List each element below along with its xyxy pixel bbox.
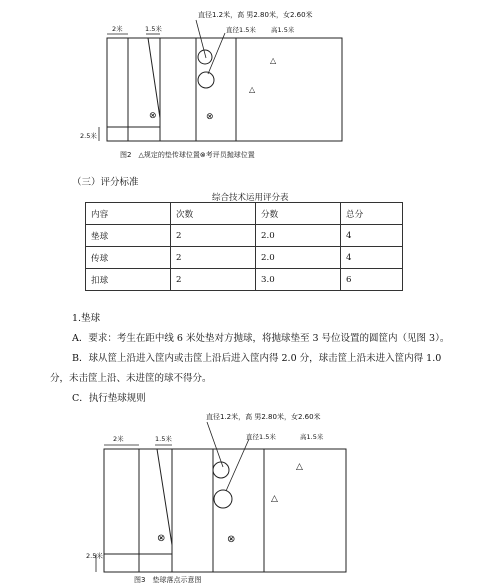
table-row <box>86 269 403 291</box>
hoop-circle <box>213 462 229 478</box>
dimension-label-1-5m: 1.5米 <box>145 25 162 33</box>
figure-3-caption: 图3 垫球落点示意图 <box>134 576 202 583</box>
table-header-cell: 分数 <box>256 203 341 225</box>
table-cell: 垫球 <box>86 225 171 247</box>
court-outline <box>107 38 342 141</box>
figure-2-caption: 图2 △规定的垫传球位置⊗考评员抛球位置 <box>120 151 255 159</box>
position-marker: △ <box>249 85 256 94</box>
table-cell: 2 <box>171 269 256 291</box>
dimension-label-1-5m: 1.5米 <box>155 435 172 443</box>
section-heading: （三）评分标准 <box>72 177 139 188</box>
subheading-dig: 1.垫球 <box>72 313 101 324</box>
table-header-cell: 次数 <box>171 203 256 225</box>
paragraph-b-line1: B．球从筐上沿进入筐内或击筐上沿后进入筐内得 2.0 分，球击筐上沿未进入筐内得 1.0 <box>72 353 442 364</box>
table-cell: 3.0 <box>256 269 341 291</box>
landing-marker: △ <box>296 462 303 472</box>
paragraph-c: C．执行垫球规则 <box>72 393 146 404</box>
table-cell: 4 <box>341 225 403 247</box>
diagram-line <box>196 20 206 58</box>
figure-2-court-diagram <box>0 0 500 165</box>
table-header-cell: 内容 <box>86 203 171 225</box>
tosser-marker: ⊗ <box>227 534 236 545</box>
dimension-label-2-5m: 2.5米 <box>80 132 97 140</box>
table-cell: 2 <box>171 247 256 269</box>
table-header-row <box>86 203 403 225</box>
table-cell: 4 <box>341 247 403 269</box>
dimension-label-2m: 2米 <box>113 435 124 443</box>
hoop-circle <box>198 72 214 88</box>
position-marker: △ <box>270 56 277 65</box>
scoring-table <box>85 202 403 291</box>
table-cell: 6 <box>341 269 403 291</box>
table-header-cell: 总分 <box>341 203 403 225</box>
table-cell: 传球 <box>86 247 171 269</box>
diagram-line <box>226 439 249 491</box>
table-cell: 扣球 <box>86 269 171 291</box>
diagram-line <box>148 38 160 118</box>
dimension-label-2m: 2米 <box>112 25 123 33</box>
table-row <box>86 247 403 269</box>
diameter-note: 直径1.5米 <box>226 26 256 34</box>
diameter-note: 直径1.5米 <box>246 433 276 441</box>
dimension-label-2-5m: 2.5米 <box>86 552 103 560</box>
hoop-circle <box>214 490 232 508</box>
tosser-marker: ⊗ <box>157 533 166 544</box>
landing-marker: △ <box>271 494 278 504</box>
table-row <box>86 225 403 247</box>
diagram-line <box>207 422 223 467</box>
tosser-marker: ⊗ <box>149 111 157 121</box>
paragraph-a: A．要求：考生在距中线 6 米处垫对方抛球，将抛球垫至 3 号位设置的圆筐内（见图 3）。 <box>72 333 450 344</box>
tosser-marker: ⊗ <box>206 112 214 122</box>
height-note: 高1.5米 <box>271 26 295 34</box>
table-cell: 2 <box>171 225 256 247</box>
table-cell: 2.0 <box>256 247 341 269</box>
paragraph-b-line2: 分，未击筐上沿、未进筐的球不得分。 <box>50 373 212 384</box>
height-note: 高1.5米 <box>300 433 324 441</box>
figure-3-court-diagram <box>0 405 500 583</box>
hoop-size-note: 直径1.2米，高 男2.80米，女2.60米 <box>198 11 313 19</box>
diagram-line <box>157 449 172 545</box>
table-cell: 2.0 <box>256 225 341 247</box>
hoop-size-note: 直径1.2米，高 男2.80米，女2.60米 <box>206 413 321 421</box>
hoop-circle <box>198 50 212 64</box>
table-title: 综合技术运用评分表 <box>212 193 289 203</box>
